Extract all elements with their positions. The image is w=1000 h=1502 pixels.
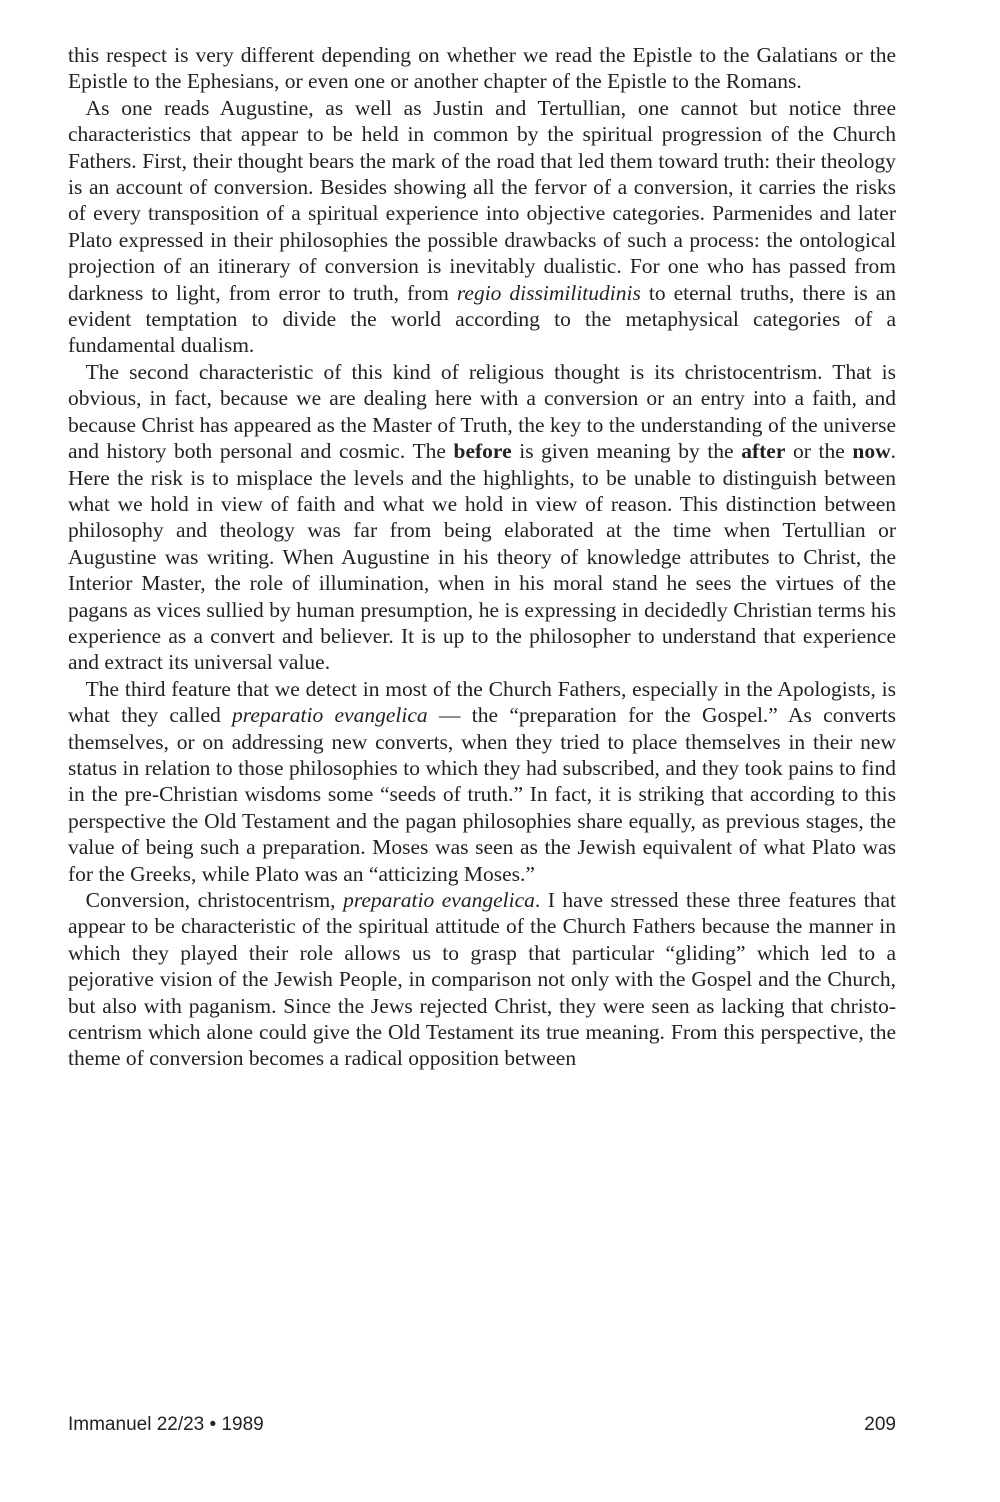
text-run: or the [785,439,853,464]
text-run: — the “preparation for the Gospel.” As converts themselves, or on addressing new converts, when they tried to place themselves in their new status in relation to those philosophies to which they had subscribed, and they took pains to find in the pre-Christian wisdoms some “seeds of truth.” In fact, it is striking that according to this perspective the Old Testament and the pagan philosophies share equally, as previous stages, the value of being such a preparation. Moses was seen as the Jewish equivalent of what Plato was for the Greeks, while Plato was an “atticizing Moses.” [68,703,896,886]
text-run: . Here the risk is to misplace the levels and the highlights, to be unable to distinguish between what we hold in view of faith and what we hold in view of reason. This distinction between philosophy and theology was far from being elaborated at the time when Tertullian or Augustine was writing. When Augustine in his theory of knowledge attributes to Christ, the Interior Master, the role of illumination, when in his moral stand he sees the virtues of the pagans as vices sullied by human presumption, he is expressing in decidedly Christian terms his experience as a convert and believer. It is up to the philosopher to understand that experience and extract its universal value. [68,439,897,675]
paragraph [68,42,896,95]
paragraph [68,359,896,676]
italic-text: preparatio evangelica [343,888,535,912]
paragraph [68,95,896,359]
text-run: The second characteristic of this kind of religious thought is its christocentrism. That is obvious, in fact, because we are dealing here with a conversion or an entry into a faith, and because Christ has appeared as the Master of Truth, the key to the understanding of the universe and history both personal and cosmic. The [68,359,896,464]
paragraph [68,887,896,1072]
page-number: 209 [864,1414,896,1435]
journal-citation: Immanuel 22/23 • 1989 [68,1414,264,1435]
page-body [68,42,896,1072]
text-run: to eternal truths, there is an evident temptation to divide the world according to the metaphysical categories of a fundamental dualism. [68,280,897,358]
page-footer [68,1414,896,1436]
paragraph [68,676,896,887]
text-run: . I have stressed these three features that appear to be characteristic of the spiritual attitude of the Church Fathers because the manner in which they played their role allows us to grasp that particular “gliding” which led to a pejorative vision of the Jewish People, in comparison not only with the Gospel and the Church, but also with paganism. Since the Jews rejected Christ, they were seen as lacking that christocentrism which alone could give the Old Testament its true meaning. From this perspective, the theme of conversion becomes a radical opposition between [68,888,896,1071]
text-run: The third feature that we detect in most of the Church Fathers, especially in the Apologists, is what they called [68,676,896,728]
text-run: is given meaning by the [511,439,742,464]
italic-text: regio dissimilitudinis [456,280,641,305]
italic-text: preparatio evangelica [232,703,428,728]
bold-text: now [852,439,891,464]
text-run: Conversion, christocentrism, [85,888,344,912]
bold-text: before [453,439,512,464]
text-run: As one reads Augustine, as well as Justin and Tertullian, one cannot but notice three characteristics that appear to be held in common by the spiritual progression of the Church Fathers. First, their thought bears the mark of the road that led them toward truth: their theology is an account of conversion. Besides showing all the fervor of a conversion, it carries the risks of every transposition of a spiritual experience into objective categories. Parmenides and later Plato expressed in their philosophies the possible drawbacks of such a process: the ontological projection of an itinerary of conversion is inevitably dualistic. For one who has passed from darkness to light, from error to truth, from [68,95,896,305]
text-run: this respect is very different depending on whether we read the Epistle to the Galatians or the Epistle to the Ephesians, or even one or another chapter of the Epistle to the Romans. [68,43,896,94]
bold-text: after [741,439,786,464]
